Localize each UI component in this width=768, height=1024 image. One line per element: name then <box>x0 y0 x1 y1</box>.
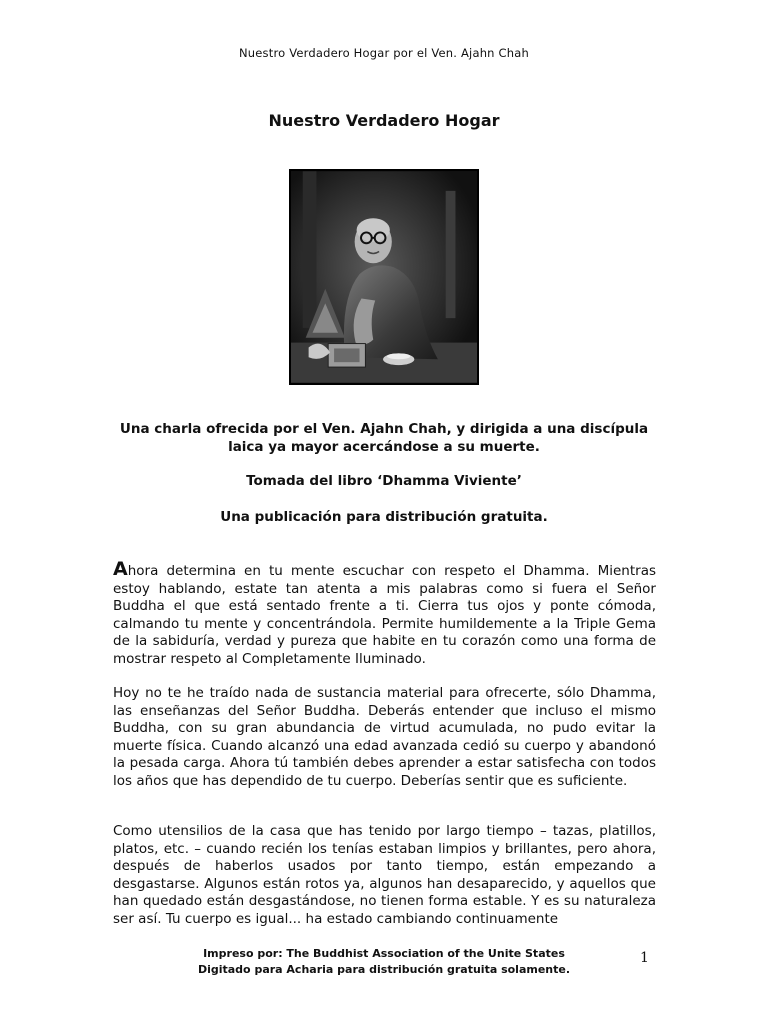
intro-description: Una charla ofrecida por el Ven. Ajahn Chah, y dirigida a una discípula laica ya mayor acercándose a su muerte. <box>119 421 649 455</box>
running-header: Nuestro Verdadero Hogar por el Ven. Ajahn Chah <box>238 46 529 60</box>
footer-printed-by: Impreso por: The Buddhist Association of the Unite States <box>203 947 565 960</box>
paragraph-1-text: hora determina en tu mente escuchar con respeto el Dhamma. Mientras estoy hablando, estate tan atenta a mis palabras como si fuera el Señor Buddha el que está sentado frente a ti. Cierra tus ojos y ponte cómoda, calmando tu mente y concentrándola. Permite humildemente a la Triple Gema de la sabiduría, verdad y pureza que habite en tu corazón como una forma de mostrar respeto al Completamente Iluminado. <box>113 563 656 667</box>
drop-cap: A <box>113 558 128 580</box>
footer <box>0 946 768 978</box>
monk-portrait-photo <box>289 169 479 385</box>
intro-source: Tomada del libro ‘Dhamma Viviente’ <box>246 473 522 489</box>
paragraph-2: Hoy no te he traído nada de sustancia material para ofrecerte, sólo Dhamma, las enseñanzas del Señor Buddha. Deberás entender que incluso el mismo Buddha, con su gran abundancia de virtud acumulada, no pudo evitar la muerte física. Cuando alcanzó una edad avanzada cedió su cuerpo y abandonó la pesada carga. Ahora tú también debes aprender a estar satisfecha con todos los años que has dependido de tu cuerpo. Deberías sentir que es suficiente. <box>113 685 656 789</box>
page-number: 1 <box>640 950 649 966</box>
paragraph-1 <box>113 558 656 669</box>
paragraph-3: Como utensilios de la casa que has tenido por largo tiempo – tazas, platillos, platos, etc. – cuando recién los tenías estaban limpios y brillantes, pero ahora, después de haberlos usados por tanto tiempo, están empezando a desgastarse. Algunos están rotos ya, algunos han desaparecido, y aquellos que han quedado están desgastándose, no tienen forma estable. Y es su naturaleza ser así. Tu cuerpo es igual... ha estado cambiando continuamente <box>113 823 656 927</box>
footer-typed-for: Digitado para Acharia para distribución gratuita solamente. <box>197 963 571 976</box>
intro-distribution: Una publicación para distribución gratuita. <box>220 509 548 525</box>
page-title: Nuestro Verdadero Hogar <box>268 111 500 130</box>
